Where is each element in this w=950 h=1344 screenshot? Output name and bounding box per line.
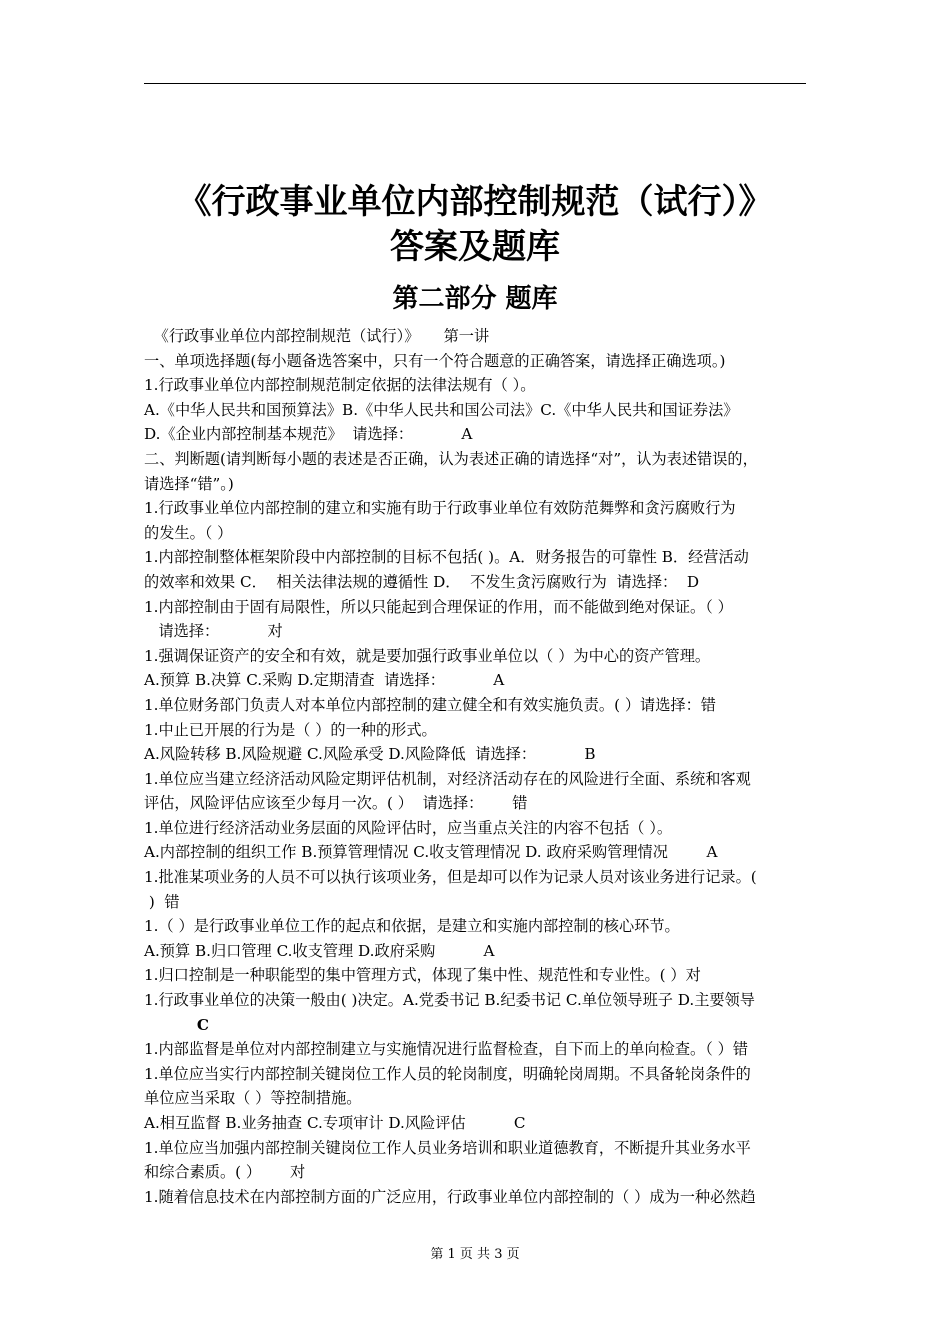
text-line: A.预算 B.决算 C.采购 D.定期清查 请选择： A (144, 671, 505, 690)
text-line: A.内部控制的组织工作 B.预算管理情况 C.收支管理情况 D. 政府采购管理情况 A (144, 843, 718, 862)
text-line: D.《企业内部控制基本规范》 请选择： A (144, 425, 473, 444)
text-line: 1.内部控制由于固有局限性，所以只能起到合理保证的作用，而不能做到绝对保证。（ ） (144, 597, 733, 616)
text-line: 评估，风险评估应该至少每月一次。( ） 请选择： 错 (144, 794, 528, 813)
text-line: 1.单位应当建立经济活动风险定期评估机制，对经济活动存在的风险进行全面、系统和客观 (144, 769, 751, 788)
text-line: 二、判断题(请判断每小题的表述是否正确，认为表述正确的请选择“对”，认为表述错误的， (144, 449, 758, 468)
text-line: A.预算 B.归口管理 C.收支管理 D.政府采购 A (144, 941, 495, 960)
text-line: 1.单位进行经济活动业务层面的风险评估时，应当重点关注的内容不包括（ ）。 (144, 818, 673, 837)
text-line: 《行政事业单位内部控制规范（试行）》 第一讲 (144, 327, 490, 345)
text-line: 1.归口控制是一种职能型的集中管理方式，体现了集中性、规范性和专业性。( ）对 (144, 966, 701, 985)
text-line: 1.随着信息技术在内部控制方面的广泛应用，行政事业单位内部控制的（ ）成为一种必然趋 (144, 1187, 756, 1206)
text-line: 1.行政事业单位内部控制规范制定依据的法律法规有（ ）。 (144, 376, 536, 395)
text-line: 1.强调保证资产的安全和有效，就是要加强行政事业单位以（ ）为中心的资产管理。 (144, 646, 711, 665)
text-line: 的发生。（ ） (144, 523, 233, 542)
text-line: 1.行政事业单位的决策一般由( )决定。A.党委书记 B.纪委书记 C.单位领导班子 D.主要领导 (144, 991, 755, 1010)
text-line: 1.内部监督是单位对内部控制建立与实施情况进行监督检查，自下而上的单向检查。（ ）错 (144, 1040, 749, 1059)
text-line: 1.中止已开展的行为是（ ）的一种的形式。 (144, 720, 437, 739)
text-line: C (144, 1015, 209, 1034)
question-bank-body (144, 324, 808, 1209)
text-line: 1.单位财务部门负责人对本单位内部控制的建立健全和有效实施负责。( ）请选择：错 (144, 695, 716, 714)
text-line: 的效率和效果 C． 相关法律法规的遵循性 D． 不发生贪污腐败行为 请选择： D (144, 572, 700, 591)
text-line: 请选择“错”。) (144, 474, 234, 493)
text-line: 1.批准某项业务的人员不可以执行该项业务，但是却可以作为记录人员对该业务进行记录。( (144, 868, 757, 887)
document-title: 《行政事业单位内部控制规范（试行）》 (177, 182, 773, 222)
text-line: 1.单位应当加强内部控制关键岗位工作人员业务培训和职业道德教育，不断提升其业务水平 (144, 1138, 751, 1157)
text-line: 1.内部控制整体框架阶段中内部控制的目标不包括( )。A．财务报告的可靠性 B．经营活动 (144, 548, 749, 567)
text-line: 1.行政事业单位内部控制的建立和实施有助于行政事业单位有效防范舞弊和贪污腐败行为 (144, 499, 736, 518)
text-line: 一、单项选择题(每小题备选答案中，只有一个符合题意的正确答案，请选择正确选项。) (144, 351, 726, 370)
text-line: A.相互监督 B.业务抽查 C.专项审计 D.风险评估 C (144, 1114, 526, 1132)
text-line: A.《中华人民共和国预算法》B.《中华人民共和国公司法》C.《中华人民共和国证券法》 (144, 400, 739, 419)
text-line: ) 错 (144, 892, 180, 911)
header-rule (144, 83, 806, 84)
page-footer: 第 1 页 共 3 页 (430, 1247, 520, 1262)
text-line: 请选择： 对 (144, 622, 283, 641)
document-subtitle: 答案及题库 (390, 227, 560, 267)
text-line: 单位应当采取（ ）等控制措施。 (144, 1089, 362, 1108)
text-line: 1.单位应当实行内部控制关键岗位工作人员的轮岗制度，明确轮岗周期。不具备轮岗条件的 (144, 1064, 751, 1083)
text-line: 和综合素质。( ） 对 (144, 1163, 306, 1182)
text-line: 1.（ ）是行政事业单位工作的起点和依据，是建立和实施内部控制的核心环节。 (144, 917, 680, 936)
part-title: 第二部分 题库 (392, 284, 558, 314)
text-line: A.风险转移 B.风险规避 C.风险承受 D.风险降低 请选择： B (144, 745, 596, 764)
